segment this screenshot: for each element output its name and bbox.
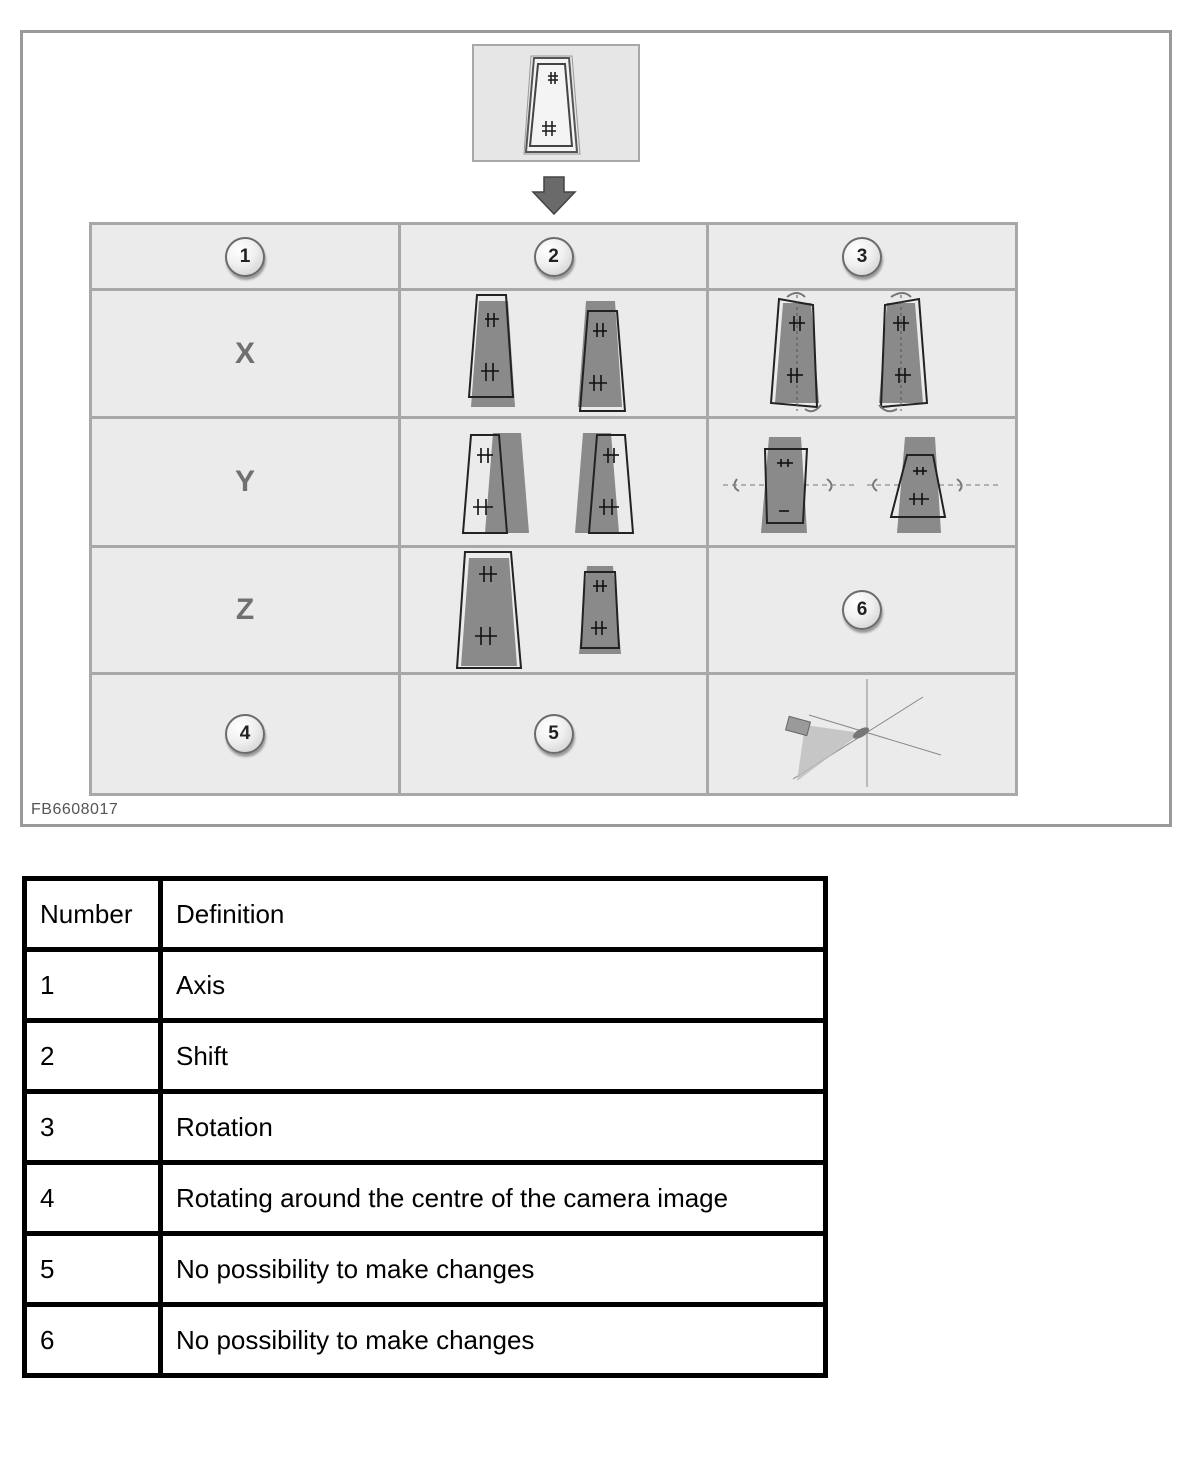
adjustment-grid — [89, 222, 1018, 796]
axis-label-x: X — [234, 336, 255, 370]
legend-number: 1 — [25, 950, 161, 1021]
rotation-x-cell — [709, 291, 1015, 416]
header-cell-axis — [92, 225, 398, 288]
row4-axis-cell — [92, 675, 398, 793]
row4-rotation-cell — [709, 675, 1015, 793]
rotation-y-cell — [709, 419, 1015, 545]
legend-header-number: Number — [25, 879, 161, 950]
reference-trapezoid-icon — [474, 46, 638, 160]
legend-definition: Shift — [161, 1021, 826, 1092]
table-row — [25, 1021, 826, 1092]
legend-number: 5 — [25, 1234, 161, 1305]
camera-axes-illustration — [709, 675, 1015, 793]
legend-number: 6 — [25, 1305, 161, 1376]
axis-label-y-cell — [92, 419, 398, 545]
legend-definition: Rotation — [161, 1092, 826, 1163]
shift-y-illustration — [401, 419, 706, 545]
table-row — [25, 1234, 826, 1305]
legend-header-row — [25, 879, 826, 950]
legend-definition: Axis — [161, 950, 826, 1021]
table-row — [25, 1163, 826, 1234]
header-cell-rotation — [709, 225, 1015, 288]
table-row — [25, 1305, 826, 1376]
down-arrow-icon — [531, 176, 577, 216]
diagram-figure — [20, 30, 1172, 827]
legend-table — [22, 876, 828, 1378]
legend-number: 4 — [25, 1163, 161, 1234]
axis-label-z: Z — [235, 593, 255, 626]
callout-6: 6 — [842, 590, 882, 630]
legend-number: 3 — [25, 1092, 161, 1163]
rotation-x-illustration — [709, 291, 1015, 416]
callout-4: 4 — [225, 714, 265, 754]
axis-label-y: Y — [234, 465, 255, 498]
callout-2: 2 — [534, 237, 574, 277]
callout-1: 1 — [225, 237, 265, 277]
legend-definition: Rotating around the centre of the camera image — [161, 1163, 826, 1234]
axis-label-x-cell — [92, 291, 398, 416]
header-cell-shift — [401, 225, 706, 288]
axis-label-z-cell — [92, 548, 398, 672]
legend-header-definition: Definition — [161, 879, 826, 950]
shift-x-illustration — [401, 291, 706, 416]
legend-definition: No possibility to make changes — [161, 1234, 826, 1305]
legend-number: 2 — [25, 1021, 161, 1092]
callout-5: 5 — [534, 714, 574, 754]
rotation-y-illustration — [709, 419, 1015, 545]
table-row — [25, 1092, 826, 1163]
shift-y-cell — [401, 419, 706, 545]
figure-code: FB6608017 — [31, 801, 119, 818]
shift-z-cell — [401, 548, 706, 672]
shift-z-illustration — [401, 548, 706, 672]
legend-definition: No possibility to make changes — [161, 1305, 826, 1376]
table-row — [25, 950, 826, 1021]
row4-shift-cell — [401, 675, 706, 793]
reference-image — [472, 44, 640, 162]
callout-3: 3 — [842, 237, 882, 277]
rotation-z-cell — [709, 548, 1015, 672]
shift-x-cell — [401, 291, 706, 416]
